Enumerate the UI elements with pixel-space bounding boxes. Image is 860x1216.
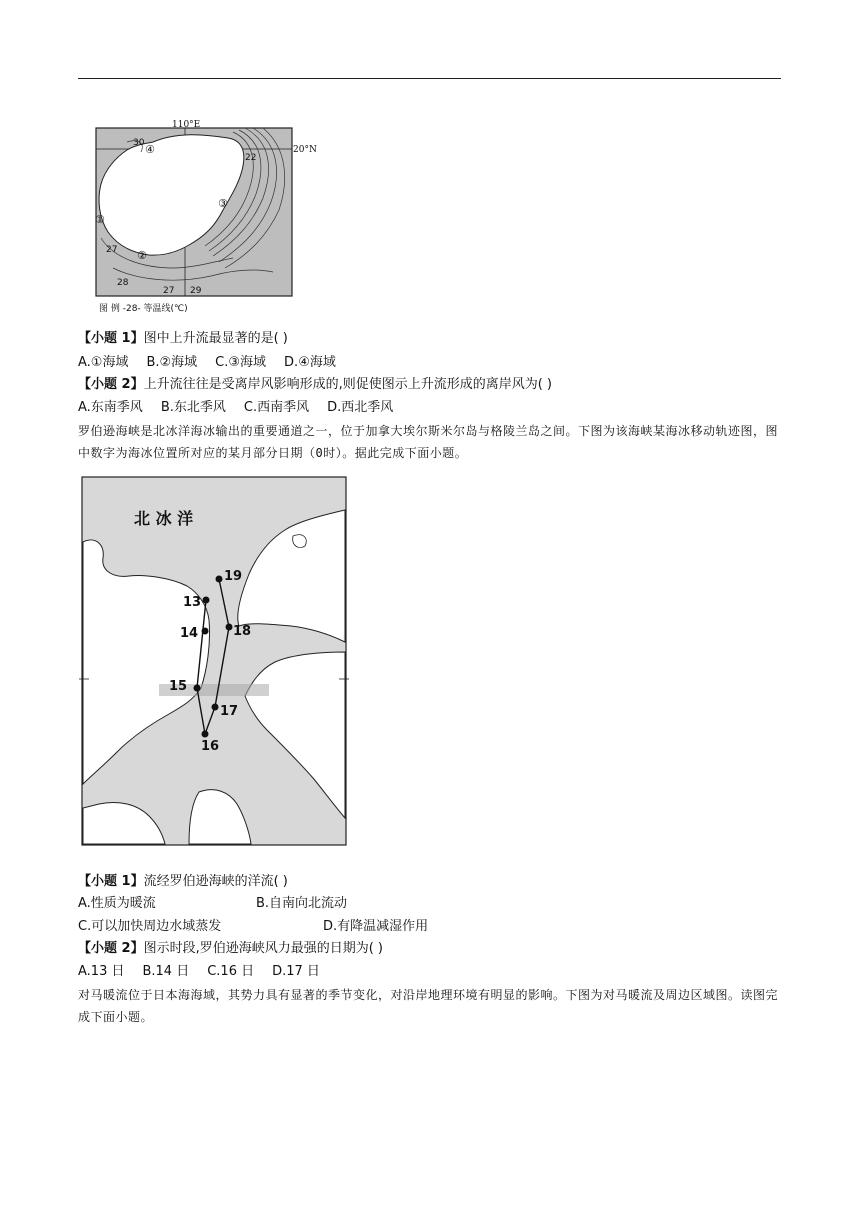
date-label-17: 17: [220, 704, 239, 719]
option-a[interactable]: A.①海域: [78, 355, 129, 370]
region-4-label: ④: [145, 143, 155, 156]
option-b[interactable]: B.14 日: [142, 964, 190, 979]
isotherm-label: 27: [163, 286, 175, 296]
region-2-label: ②: [137, 249, 147, 262]
date-label-16: 16: [201, 739, 220, 754]
question-1-1: [78, 330, 288, 348]
options-2-1b: [78, 918, 428, 936]
header-rule: [78, 78, 781, 79]
date-label-14: 14: [180, 626, 199, 641]
option-c[interactable]: C.16 日: [207, 964, 255, 979]
date-label-19: 19: [224, 569, 243, 584]
date-label-13: 13: [183, 595, 202, 610]
option-a[interactable]: A.13 日: [78, 964, 125, 979]
question-2-2: [78, 940, 383, 958]
lon-label: 110°E: [172, 120, 201, 130]
option-d[interactable]: D.西北季风: [327, 400, 394, 415]
passage-robeson: 罗伯逊海峡是北冰洋海冰输出的重要通道之一，位于加拿大埃尔斯米尔岛与格陵兰岛之间。下图为该海峡某海冰移动轨迹图，图中数字为海冰位置所对应的某月部分日期（0时）。据此完成下面小题。: [78, 424, 779, 460]
question-tag: 【小题 1】: [78, 331, 144, 346]
question-text: 图中上升流最显著的是( ): [143, 331, 288, 346]
isotherm-map: [93, 118, 343, 318]
options-1-2: [78, 399, 393, 417]
isotherm-label: 29: [190, 286, 202, 296]
region-1-label: ①: [95, 213, 105, 226]
option-c[interactable]: C.③海域: [215, 355, 267, 370]
option-d[interactable]: D.④海域: [284, 355, 336, 370]
lat-label: 20°N: [293, 145, 317, 155]
region-3-label: ③: [218, 197, 228, 210]
question-text: 上升流往往是受离岸风影响形成的,则促使图示上升流形成的离岸风为( ): [143, 377, 552, 392]
date-label-18: 18: [233, 624, 252, 639]
isotherm-label: 22: [245, 153, 257, 163]
question-1-2: [78, 376, 552, 394]
ice-drift-map: [79, 474, 349, 848]
question-text: 流经罗伯逊海峡的洋流( ): [143, 874, 288, 889]
option-d[interactable]: D.有降温减湿作用: [323, 919, 429, 934]
date-label-15: 15: [169, 679, 188, 694]
isotherm-label: 30: [133, 138, 145, 148]
isotherm-label: 28: [117, 278, 129, 288]
passage-tsushima: 对马暖流位于日本海海域，其势力具有显著的季节变化，对沿岸地理环境有明显的影响。下图为对马暖流及周边区域图。读图完成下面小题。: [78, 988, 779, 1024]
option-b[interactable]: B.自南向北流动: [256, 896, 348, 911]
option-d[interactable]: D.17 日: [272, 964, 320, 979]
question-text: 图示时段,罗伯逊海峡风力最强的日期为( ): [143, 941, 383, 956]
isotherm-label: 27: [106, 245, 118, 255]
map-legend: 图 例 -28- 等温线(℃): [99, 304, 188, 314]
option-c[interactable]: C.可以加快周边水域蒸发: [78, 919, 222, 934]
question-2-1: [78, 873, 288, 891]
question-tag: 【小题 2】: [78, 941, 144, 956]
ocean-label: 北 冰 洋: [134, 509, 194, 528]
option-b[interactable]: B.②海域: [146, 355, 198, 370]
question-tag: 【小题 2】: [78, 377, 144, 392]
option-a[interactable]: A.性质为暖流: [78, 896, 156, 911]
options-1-1: [78, 354, 336, 372]
option-c[interactable]: C.西南季风: [243, 400, 310, 415]
options-2-1a: [78, 895, 347, 913]
option-b[interactable]: B.东北季风: [160, 400, 226, 415]
question-tag: 【小题 1】: [78, 874, 144, 889]
options-2-2: [78, 963, 320, 981]
option-a[interactable]: A.东南季风: [78, 400, 143, 415]
